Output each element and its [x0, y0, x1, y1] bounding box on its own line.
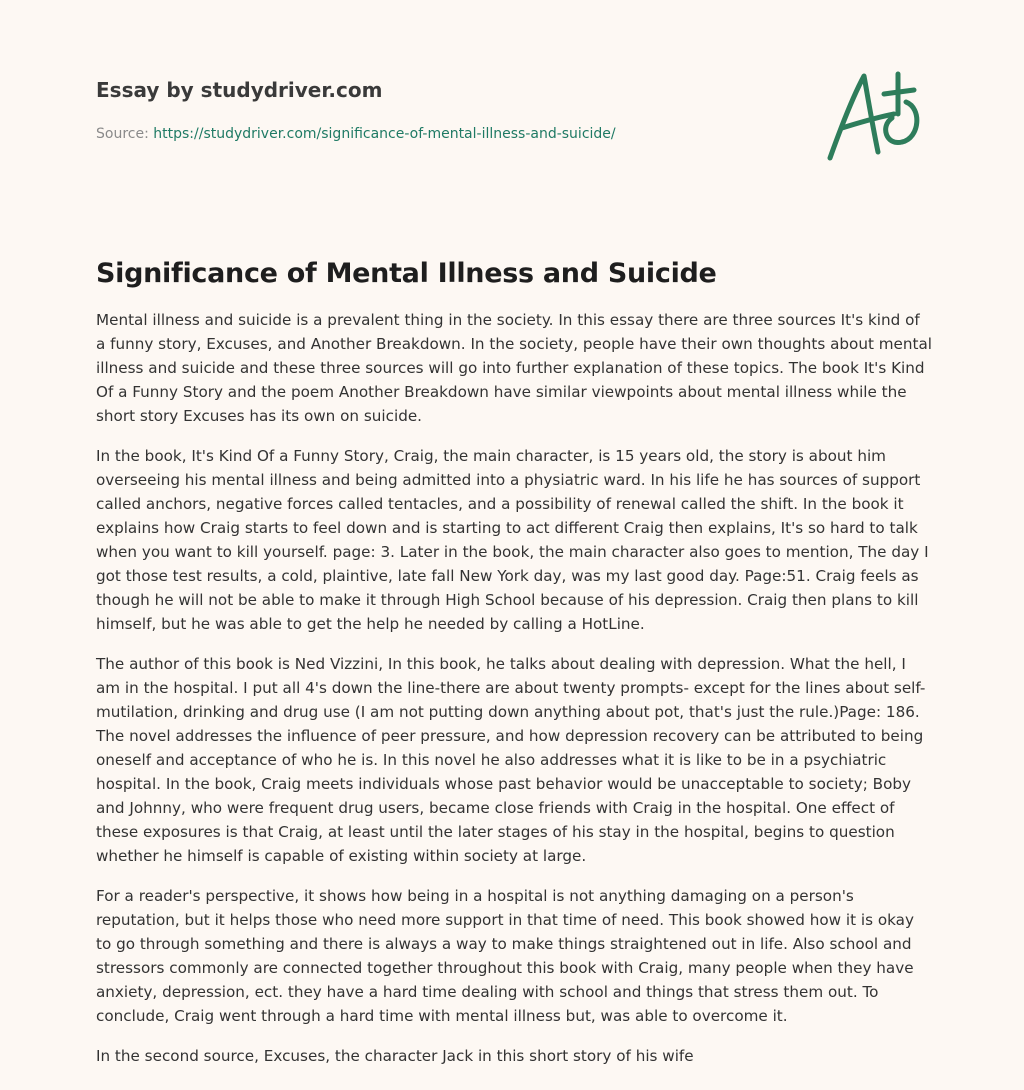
essay-paragraph: In the second source, Excuses, the character Jack in this short story of his wife — [96, 1047, 694, 1065]
source-label: Source: — [96, 126, 154, 142]
essay-title: Significance of Mental Illness and Suicide — [96, 258, 717, 289]
site-brand: Essay by studydriver.com — [96, 78, 383, 102]
essay-header — [96, 76, 796, 144]
essay-paragraph: Mental illness and suicide is a prevalent thing in the society. In this essay there are three sources It's kind of a funny story, Excuses, and Another Breakdown. In the society, people have their own thoughts about mental illness and suicide and these three sources will go into further explanation of these topics. The book It's Kind Of a Funny Story and the poem Another Breakdown have similar viewpoints about mental illness while the short story Excuses has its own on suicide. — [96, 311, 932, 425]
essay-body — [96, 254, 932, 1084]
essay-paragraph: For a reader's perspective, it shows how being in a hospital is not anything damaging on a person's reputation, but it helps those who need more support in that time of need. This book showed how it is okay to go through something and there is always a way to make things straightened out in life. Also school and stressors commonly are connected together throughout this book with Craig, many people when they have anxiety, depression, ect. they have a hard time dealing with school and things that stress them out. To conclude, Craig went through a hard time with mental illness but, was able to overcome it. — [96, 887, 914, 1025]
essay-paragraph: The author of this book is Ned Vizzini, In this book, he talks about dealing with depression. What the hell, I am in the hospital. I put all 4's down the line-there are about twenty prompts- except for the lines about self-mutilation, drinking and drug use (I am not putting down anything about pot, that's just the rule.)Page: 186. The novel addresses the influence of peer pressure, and how depression recovery can be attributed to being oneself and acceptance of who he is. In this novel he also addresses what it is like to be in a psychiatric hospital. In the book, Craig meets individuals whose past behavior would be unacceptable to society; Boby and Johnny, who were frequent drug users, became close friends with Craig in the hospital. One effect of these exposures is that Craig, at least until the later stages of his stay in the hospital, begins to question whether he himself is capable of existing within society at large. — [96, 655, 926, 865]
a-plus-grade-icon — [822, 68, 928, 166]
source-link[interactable]: https://studydriver.com/significance-of-mental-illness-and-suicide/ — [153, 126, 616, 142]
source-line — [96, 124, 796, 144]
essay-paragraph: In the book, It's Kind Of a Funny Story, Craig, the main character, is 15 years old, the story is about him overseeing his mental illness and being admitted into a physiatric ward. In his life he has sources of support called anchors, negative forces called tentacles, and a possibility of renewal called the shift. In the book it explains how Craig starts to feel down and is starting to act different Craig then explains, It's so hard to talk when you want to kill yourself. page: 3. Later in the book, the main character also goes to mention, The day I got those test results, a cold, plaintive, late fall New York day, was my last good day. Page:51. Craig feels as though he will not be able to make it through High School because of his depression. Craig then plans to kill himself, but he was able to get the help he needed by calling a HotLine. — [96, 447, 929, 633]
